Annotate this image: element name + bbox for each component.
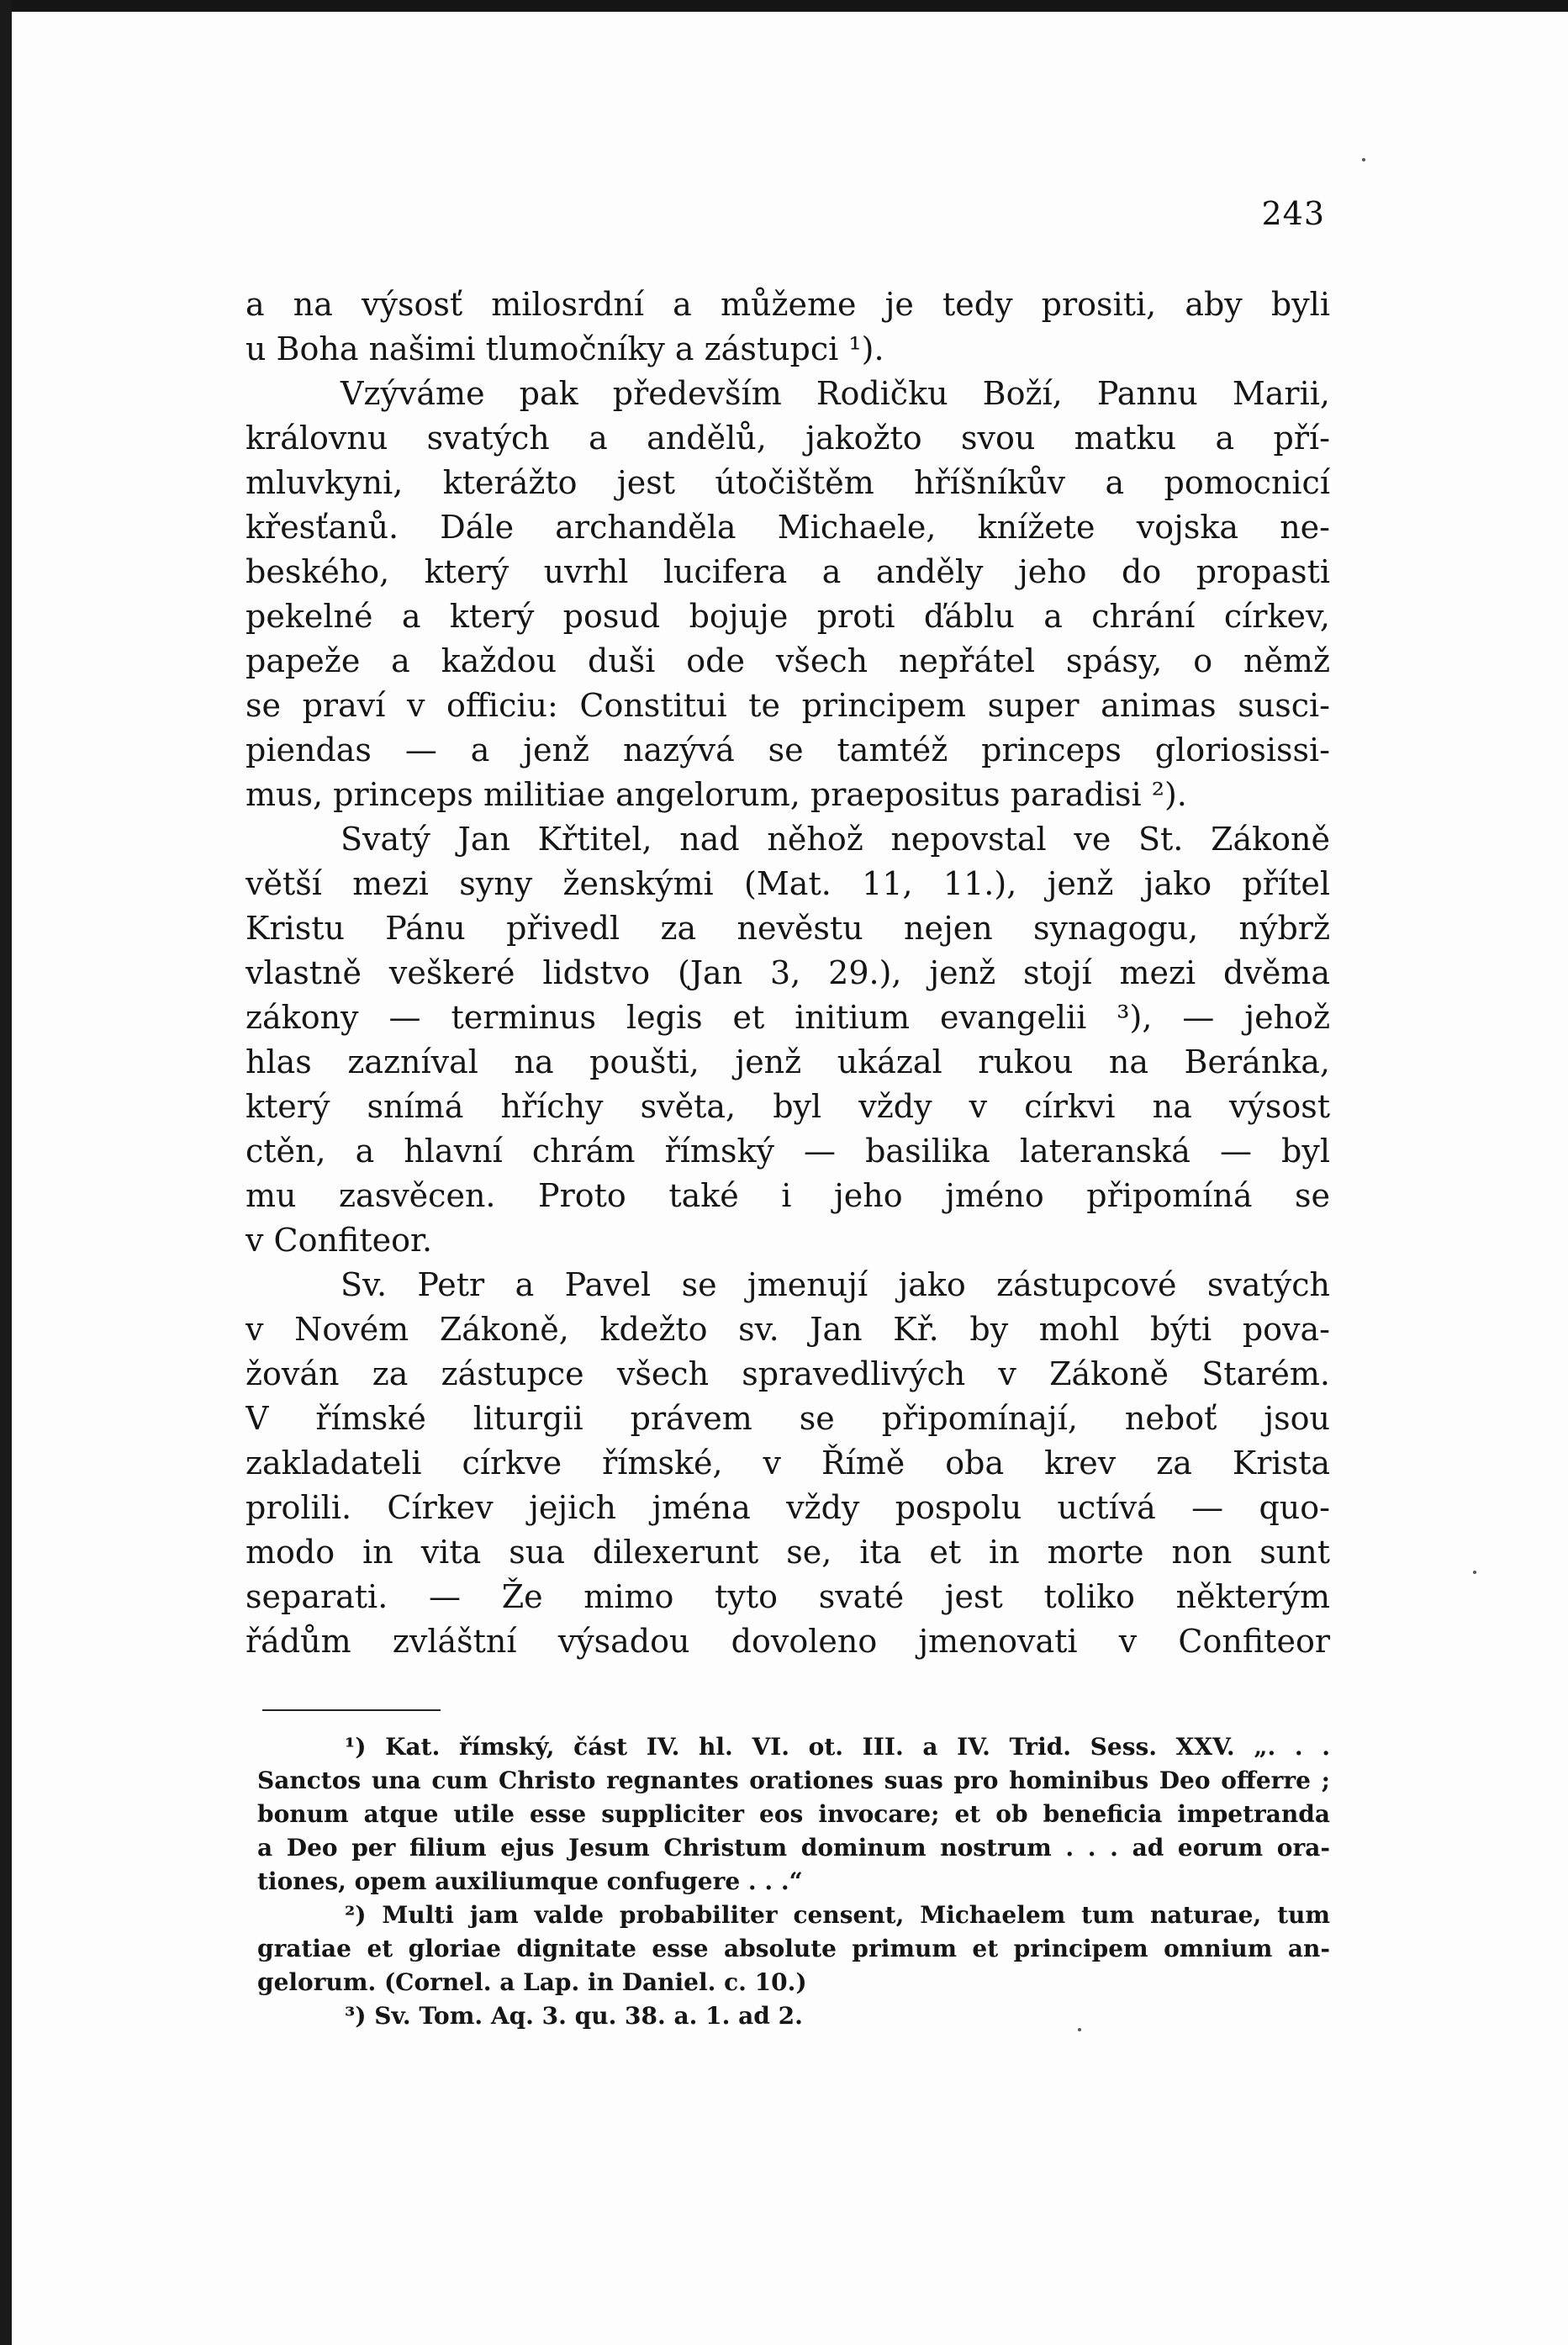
text-line: pekelné a který posud bojuje proti ďáblu a chrání církev,	[245, 598, 1330, 635]
scan-speck	[1473, 1571, 1476, 1574]
text-line: papeže a každou duši ode všech nepřátel spásy, o němž	[245, 642, 1330, 679]
text-line: žován za zástupce všech spravedlivých v Zákoně Starém.	[245, 1355, 1330, 1392]
footnotes	[257, 1730, 1330, 2033]
text-line: v Confiteor.	[245, 1222, 433, 1259]
text-line: Sv. Petr a Pavel se jmenují jako zástupcové svatých	[341, 1266, 1330, 1303]
scan-speck	[1078, 2028, 1081, 2031]
text-line: modo in vita sua dilexerunt se, ita et in morte non sunt	[245, 1534, 1330, 1571]
footnote-line: tiones, opem auxiliumque confugere . . .“	[257, 1867, 803, 1895]
text-line: beského, který uvrhl lucifera a anděly jeho do propasti	[245, 553, 1330, 590]
text-line: královnu svatých a andělů, jakožto svou matku a pří-	[245, 420, 1330, 457]
scan-speck	[1362, 158, 1365, 161]
footnote-line: ¹) Kat. římský, část IV. hl. VI. ot. III. a IV. Trid. Sess. XXV. „. . .	[345, 1733, 1330, 1761]
text-line: který snímá hříchy světa, byl vždy v církvi na výsost	[245, 1088, 1330, 1125]
text-line: a na výsosť milosrdní a můžeme je tedy prositi, aby byli	[245, 286, 1330, 323]
footnote-separator	[262, 1709, 441, 1711]
text-line: křesťanů. Dále archanděla Michaele, knížete vojska ne-	[245, 509, 1330, 546]
text-line: hlas zazníval na poušti, jenž ukázal rukou na Beránka,	[245, 1043, 1330, 1080]
text-line: ctěn, a hlavní chrám římský — basilika lateranská — byl	[245, 1133, 1330, 1170]
text-line: vlastně veškeré lidstvo (Jan 3, 29.), jenž stojí mezi dvěma	[245, 954, 1330, 991]
footnote-line: bonum atque utile esse suppliciter eos invocare; et ob beneficia impetranda	[257, 1800, 1330, 1828]
text-line: mus, princeps militiae angelorum, praepositus paradisi ²).	[245, 776, 1187, 813]
text-line: řádům zvláštní výsadou dovoleno jmenovati v Confiteor	[245, 1623, 1330, 1660]
footnote-line: ³) Sv. Tom. Aq. 3. qu. 38. a. 1. ad 2.	[345, 2002, 803, 2030]
main-text	[245, 283, 1330, 1664]
text-line: zákony — terminus legis et initium evangelii ³), — jehož	[245, 999, 1330, 1036]
text-line: V římské liturgii právem se připomínají, neboť jsou	[245, 1400, 1330, 1437]
text-line: v Novém Zákoně, kdežto sv. Jan Kř. by mohl býti pova-	[245, 1311, 1330, 1348]
text-line: piendas — a jenž nazývá se tamtéž princeps gloriosissi-	[245, 731, 1330, 768]
text-line: mluvkyni, kterážto jest útočištěm hříšníkův a pomocnicí	[245, 464, 1330, 501]
text-line: mu zasvěcen. Proto také i jeho jméno připomíná se	[245, 1177, 1330, 1214]
footnote-line: gratiae et gloriae dignitate esse absolute primum et principem omnium an-	[257, 1935, 1330, 1962]
text-line: větší mezi syny ženskými (Mat. 11, 11.), jenž jako přítel	[245, 865, 1330, 902]
text-line: zakladateli církve římské, v Římě oba krev za Krista	[245, 1444, 1330, 1481]
text-line: separati. — Že mimo tyto svaté jest toliko některým	[245, 1578, 1330, 1615]
footnote-line: ²) Multi jam valde probabiliter censent, Michaelem tum naturae, tum	[345, 1901, 1330, 1929]
text-line: prolili. Církev jejich jména vždy pospolu uctívá — quo-	[245, 1489, 1330, 1526]
scan-top-edge	[0, 0, 1568, 12]
scan-left-edge	[0, 0, 12, 2345]
text-line: Svatý Jan Křtitel, nad něhož nepovstal ve St. Zákoně	[341, 821, 1330, 858]
footnote-line: Sanctos una cum Christo regnantes orationes suas pro hominibus Deo offerre ;	[257, 1767, 1330, 1794]
text-line: u Boha našimi tlumočníky a zástupci ¹).	[245, 330, 884, 367]
footnote-line: a Deo per filium ejus Jesum Christum dominum nostrum . . . ad eorum ora-	[257, 1834, 1330, 1862]
text-line: se praví v officiu: Constitui te principem super animas susci-	[245, 687, 1330, 724]
text-line: Vzýváme pak především Rodičku Boží, Pannu Marii,	[341, 375, 1330, 412]
footnote-line: gelorum. (Cornel. a Lap. in Daniel. c. 10.)	[257, 1968, 807, 1996]
page-number: 243	[1261, 195, 1325, 232]
text-line: Kristu Pánu přivedl za nevěstu nejen synagogu, nýbrž	[245, 910, 1330, 947]
